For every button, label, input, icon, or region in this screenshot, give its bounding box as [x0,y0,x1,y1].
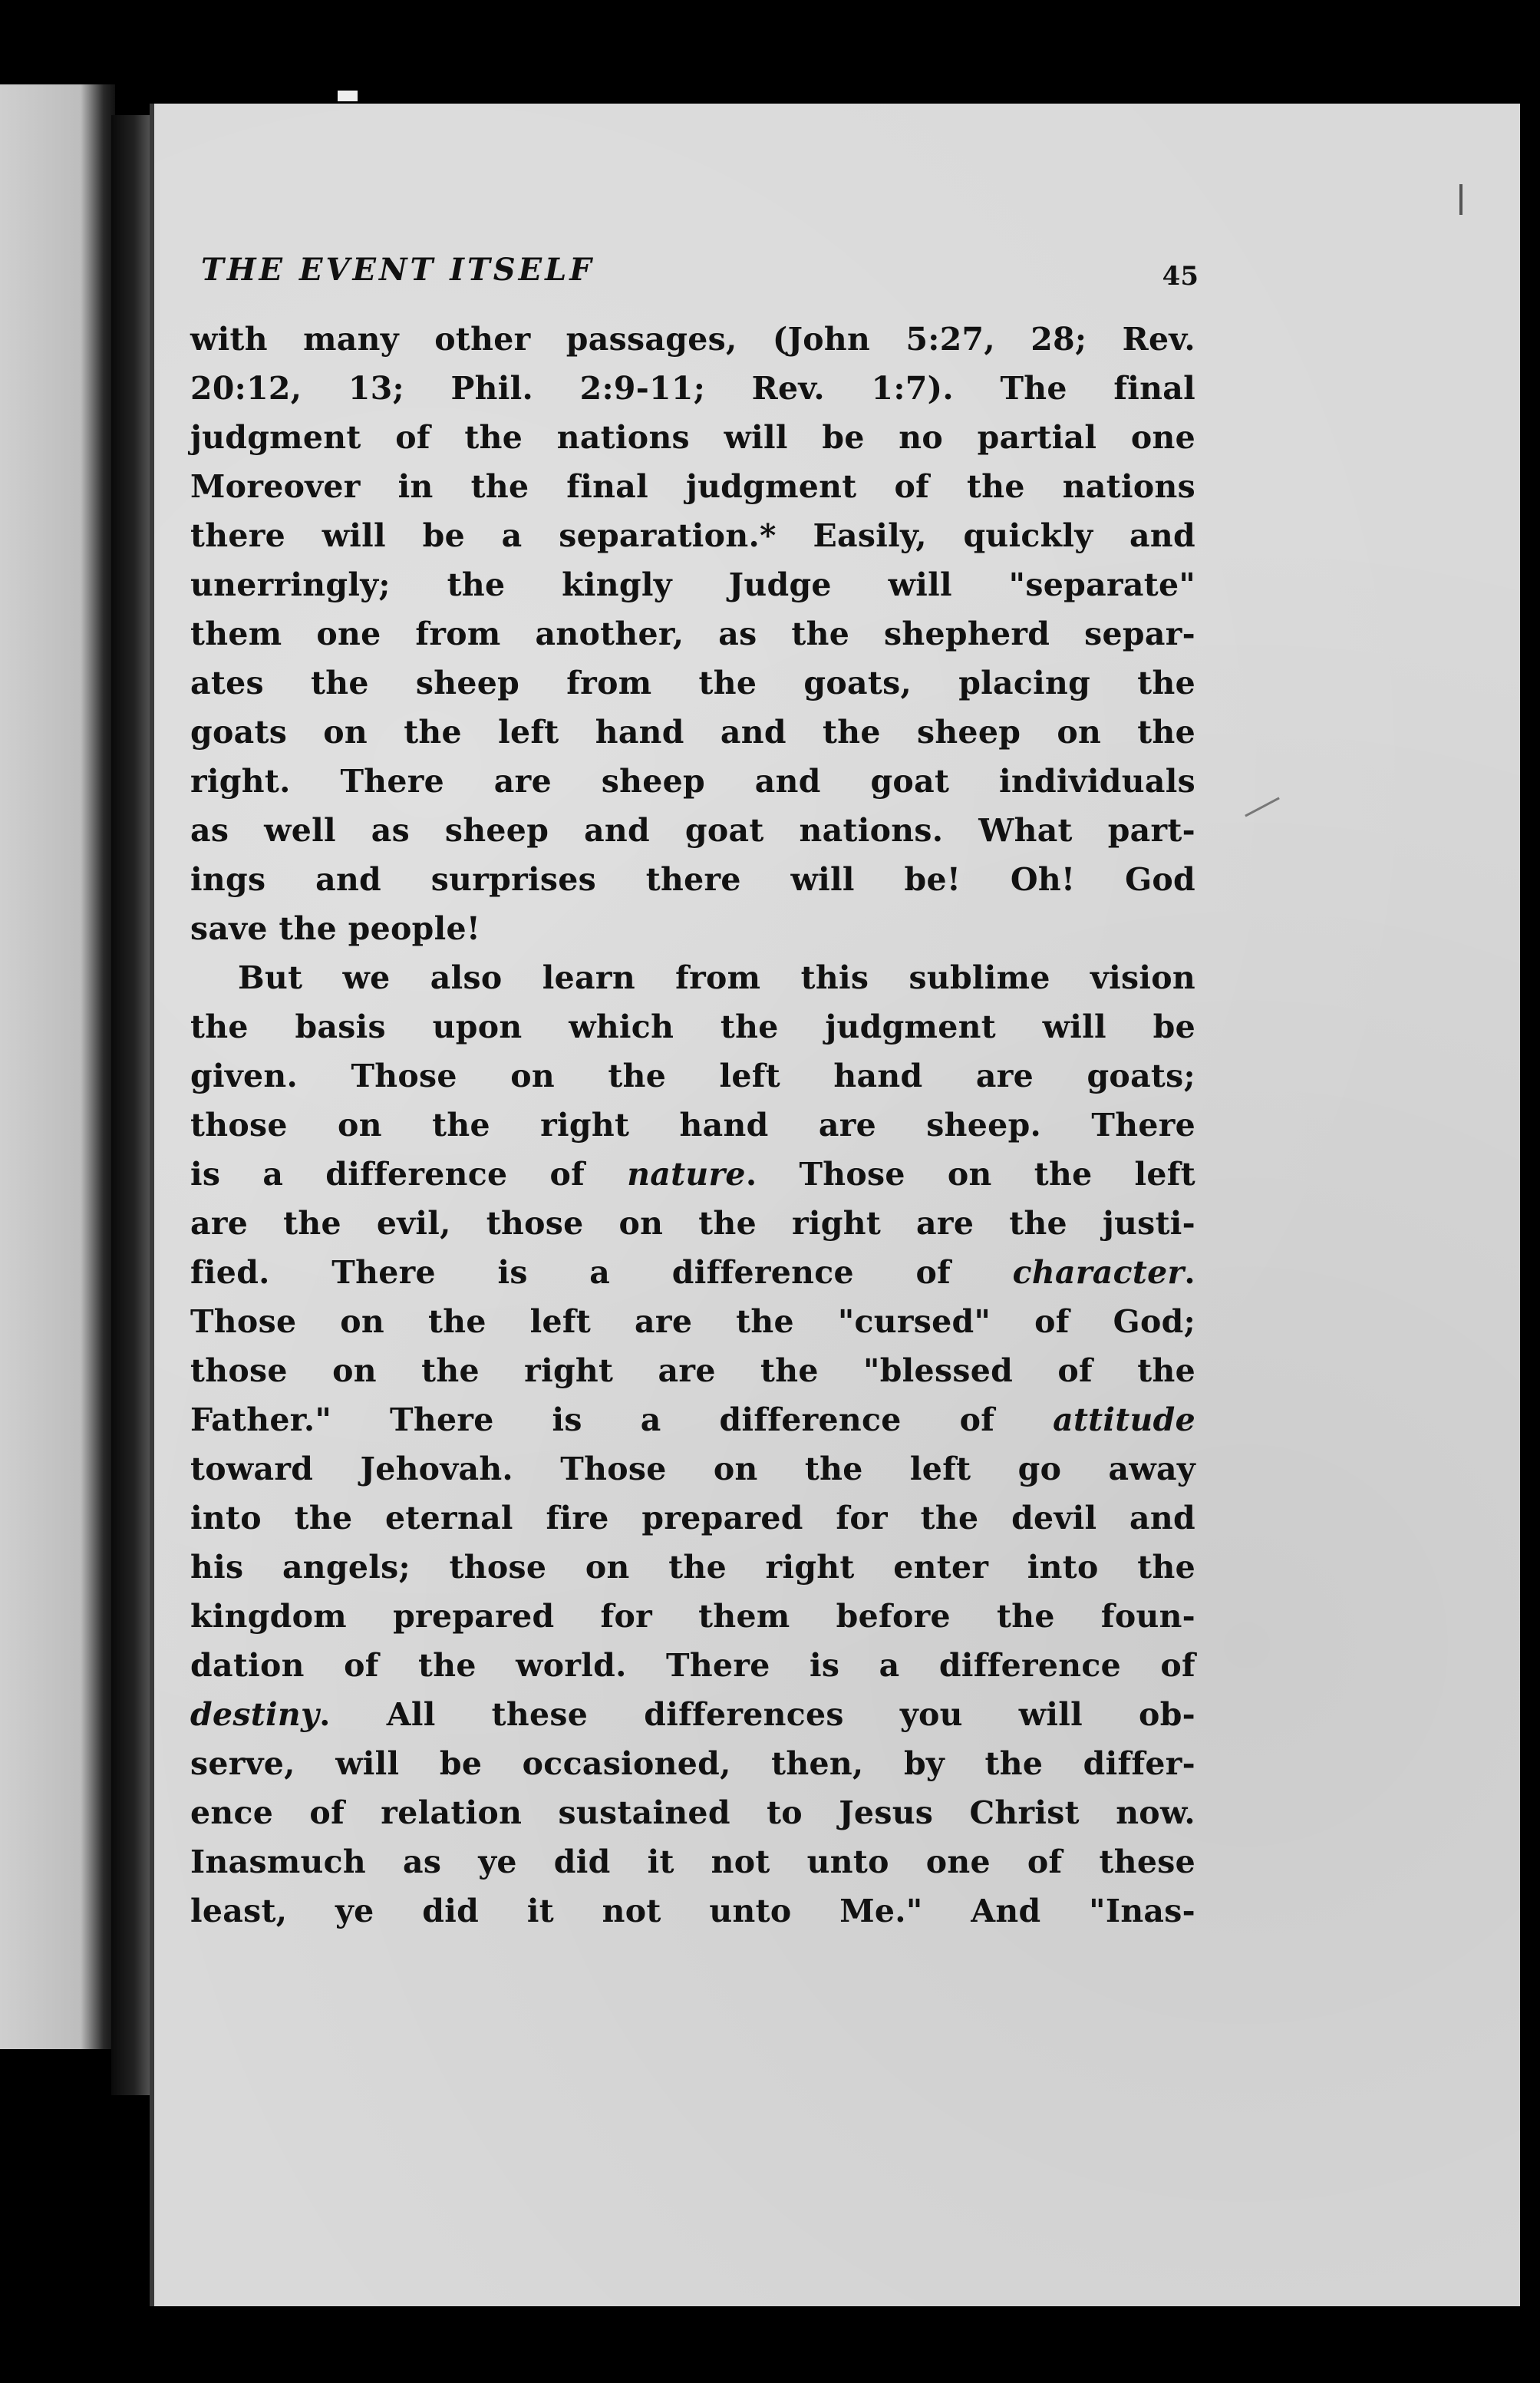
text-line [190,462,1195,511]
scan-speck [1459,184,1463,215]
text-line [190,708,1195,757]
text-line [190,904,1195,953]
running-head [201,252,1199,321]
text-line [190,1346,1195,1395]
text-line [190,855,1195,904]
text-segment: the basis upon which the judgment will be [190,1008,1195,1045]
text-segment: least, ye did it not unto Me." And "Inas- [190,1893,1195,1929]
text-segment: them one from another, as the shepherd separ- [190,616,1195,652]
text-segment: But we also learn from this sublime vision [238,959,1195,996]
body-text [190,315,1195,1936]
text-segment: ates the sheep from the goats, placing the [190,665,1195,701]
text-line [190,315,1195,364]
italic-text-segment: nature [627,1156,746,1193]
text-line [190,1543,1195,1592]
text-line [190,806,1195,855]
text-line [190,658,1195,708]
text-segment: Moreover in the final judgment of the nations [190,468,1195,505]
text-segment: goats on the left hand and the sheep on the [190,714,1195,751]
text-line [190,1199,1195,1248]
text-line [190,609,1195,658]
text-segment: those on the right are the "blessed of the [190,1352,1195,1389]
text-segment: Father." There is a difference of [190,1401,1054,1438]
text-line [190,364,1195,413]
text-line [190,1690,1195,1739]
text-line [190,1788,1195,1837]
text-segment: with many other passages, (John 5:27, 28; Rev. [190,321,1195,358]
text-segment: as well as sheep and goat nations. What part- [190,812,1195,849]
text-line [190,1002,1195,1051]
text-segment: save the people! [190,910,481,947]
text-segment: 20:12, 13; Phil. 2:9-11; Rev. 1:7). The final [190,370,1195,407]
text-line [190,1150,1195,1199]
text-line [190,1641,1195,1690]
text-segment: those on the right hand are sheep. There [190,1107,1195,1144]
text-line [190,1739,1195,1788]
text-line [190,953,1195,1002]
text-segment: into the eternal fire prepared for the devil and [190,1500,1195,1536]
text-line [190,511,1195,560]
scan-speck [338,91,358,101]
italic-text-segment: attitude [1053,1401,1195,1438]
text-segment: dation of the world. There is a difference of [190,1647,1195,1684]
text-line [190,1395,1195,1444]
text-segment: fied. There is a difference of [190,1254,1013,1291]
text-segment: ence of relation sustained to Jesus Christ now. [190,1794,1195,1831]
text-line [190,413,1195,462]
text-segment: . All these differences you will ob- [319,1696,1195,1733]
text-segment: . Those on the left [745,1156,1195,1193]
text-segment: ings and surprises there will be! Oh! God [190,861,1195,898]
text-segment: his angels; those on the right enter into the [190,1549,1195,1586]
text-segment: . [1184,1254,1195,1291]
facing-page-edge [0,84,115,2049]
text-line [190,757,1195,806]
text-line [190,1592,1195,1641]
text-line [190,1494,1195,1543]
text-segment: are the evil, those on the right are the justi- [190,1205,1195,1242]
italic-text-segment: character [1012,1254,1185,1291]
text-segment: right. There are sheep and goat individuals [190,763,1195,800]
text-line [190,1101,1195,1150]
text-segment: Those on the left are the "cursed" of God; [190,1303,1195,1340]
text-segment: is a difference of [190,1156,628,1193]
text-line [190,560,1195,609]
text-segment: there will be a separation.* Easily, quickly and [190,517,1195,554]
italic-text-segment: destiny [190,1696,320,1733]
text-line [190,1837,1195,1886]
text-segment: judgment of the nations will be no partial one [190,419,1195,456]
text-segment: serve, will be occasioned, then, by the differ- [190,1745,1195,1782]
text-line [190,1444,1195,1494]
running-title: THE EVENT ITSELF [201,252,595,288]
text-segment: toward Jehovah. Those on the left go away [190,1451,1195,1487]
text-line [190,1248,1195,1297]
text-line [190,1886,1195,1936]
page-number: 45 [1162,261,1199,292]
text-segment: Inasmuch as ye did it not unto one of these [190,1843,1195,1880]
text-line [190,1297,1195,1346]
text-segment: given. Those on the left hand are goats; [190,1058,1195,1094]
text-line [190,1051,1195,1101]
text-segment: kingdom prepared for them before the foun- [190,1598,1195,1635]
text-segment: unerringly; the kingly Judge will "separate" [190,566,1195,603]
